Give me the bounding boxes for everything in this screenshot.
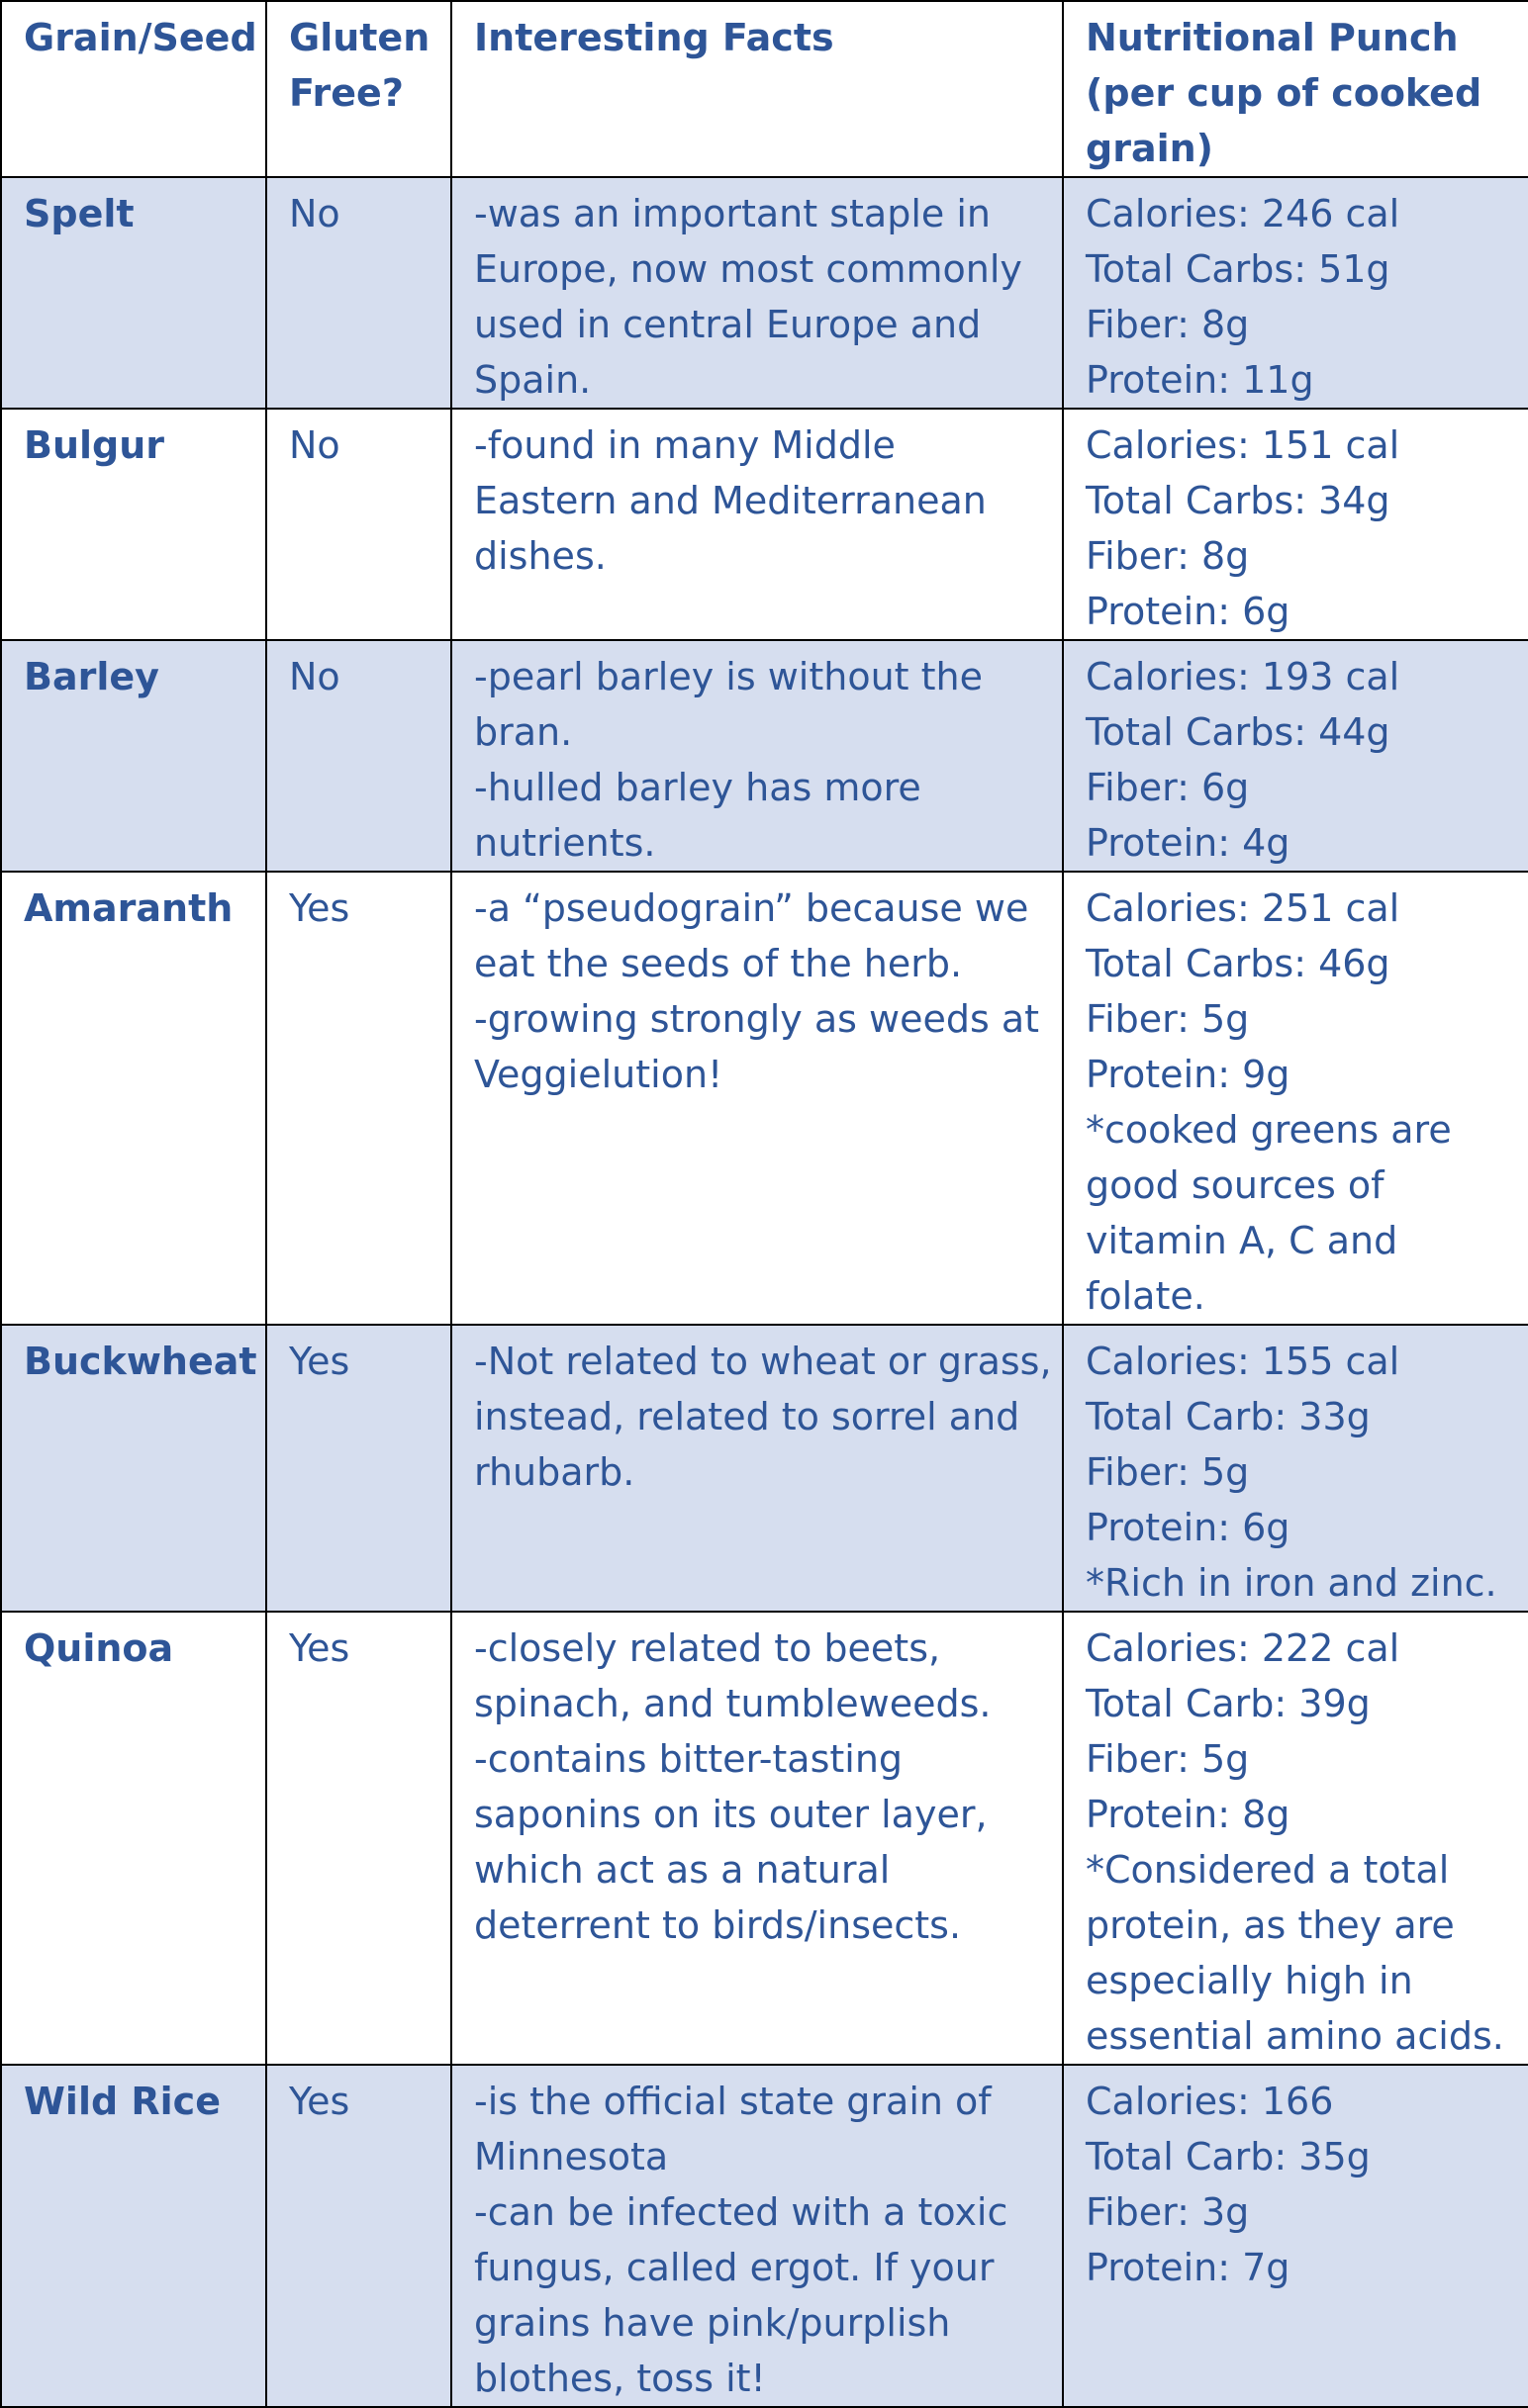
nutrition-line: Protein: 6g	[1086, 590, 1290, 633]
nutrition-line: Fiber: 3g	[1086, 2190, 1250, 2234]
gluten-free-cell	[266, 640, 451, 872]
nutrition-line: *cooked greens are	[1086, 1108, 1452, 1152]
header-nutritional-punch-line: (per cup of cooked	[1086, 71, 1482, 115]
gluten-free-value: No	[289, 423, 340, 467]
fact-line: -was an important staple in	[474, 192, 991, 235]
nutrition-line: Calories: 246 cal	[1086, 192, 1400, 235]
grain-name-cell	[1, 640, 266, 872]
fact-line: -Not related to wheat or grass,	[474, 1340, 1052, 1383]
nutrition-line: Protein: 11g	[1086, 358, 1314, 402]
fact-line: dishes.	[474, 534, 607, 578]
grain-name: Quinoa	[24, 1626, 174, 1670]
nutrition-cell	[1063, 409, 1528, 640]
fact-line: Minnesota	[474, 2135, 669, 2178]
nutrition-cell	[1063, 2065, 1528, 2407]
grain-name-cell	[1, 177, 266, 409]
facts-cell	[451, 2065, 1063, 2407]
fact-line: grains have pink/purplish	[474, 2301, 951, 2345]
header-gluten-free-line: Free?	[289, 71, 404, 115]
header-nutritional-punch	[1063, 1, 1528, 177]
gluten-free-cell	[266, 1612, 451, 2065]
nutrition-line: good sources of	[1086, 1163, 1385, 1207]
gluten-free-cell	[266, 872, 451, 1325]
gluten-free-cell	[266, 2065, 451, 2407]
fact-line: -is the official state grain of	[474, 2080, 992, 2123]
table-row-barley	[1, 640, 1528, 872]
nutrition-cell	[1063, 640, 1528, 872]
facts-cell	[451, 640, 1063, 872]
fact-line: -hulled barley has more	[474, 766, 921, 809]
gluten-free-value: No	[289, 192, 340, 235]
gluten-free-value: Yes	[289, 2080, 350, 2123]
fact-line: saponins on its outer layer,	[474, 1793, 988, 1836]
nutrition-line: *Considered a total	[1086, 1848, 1450, 1892]
fact-line: Europe, now most commonly	[474, 247, 1022, 291]
gluten-free-cell	[266, 409, 451, 640]
header-nutritional-punch-line: Nutritional Punch	[1086, 16, 1459, 59]
nutrition-line: Protein: 9g	[1086, 1053, 1290, 1096]
nutrition-line: *Rich in iron and zinc.	[1086, 1561, 1497, 1605]
grain-name: Amaranth	[24, 886, 234, 930]
fact-line: -closely related to beets,	[474, 1626, 941, 1670]
facts-cell	[451, 1612, 1063, 2065]
nutrition-line: Calories: 151 cal	[1086, 423, 1400, 467]
fact-line: Eastern and Mediterranean	[474, 479, 987, 522]
nutrition-line: especially high in	[1086, 1959, 1413, 2002]
nutrition-line: Total Carbs: 51g	[1086, 247, 1390, 291]
fact-line: -growing strongly as weeds at	[474, 997, 1040, 1041]
grain-name: Bulgur	[24, 423, 165, 467]
grain-name: Spelt	[24, 192, 135, 235]
grain-name: Buckwheat	[24, 1340, 257, 1383]
fact-line: nutrients.	[474, 821, 656, 865]
header-grain-seed	[1, 1, 266, 177]
table-row-buckwheat	[1, 1325, 1528, 1612]
grain-name-cell	[1, 1325, 266, 1612]
fact-line: -a “pseudograin” because we	[474, 886, 1029, 930]
fact-line: fungus, called ergot. If your	[474, 2246, 995, 2289]
fact-line: deterrent to birds/insects.	[474, 1903, 962, 1947]
fact-line: used in central Europe and	[474, 303, 982, 346]
fact-line: eat the seeds of the herb.	[474, 942, 963, 985]
fact-line: instead, related to sorrel and	[474, 1395, 1020, 1438]
gluten-free-value: Yes	[289, 1340, 350, 1383]
fact-line: blothes, toss it!	[474, 2357, 766, 2400]
header-gluten-free	[266, 1, 451, 177]
fact-line: which act as a natural	[474, 1848, 891, 1892]
nutrition-line: Protein: 7g	[1086, 2246, 1290, 2289]
grain-name-cell	[1, 872, 266, 1325]
nutrition-line: Fiber: 5g	[1086, 1737, 1250, 1781]
nutrition-line: Fiber: 8g	[1086, 534, 1250, 578]
nutrition-line: vitamin A, C and	[1086, 1219, 1398, 1262]
nutrition-line: folate.	[1086, 1274, 1205, 1318]
facts-cell	[451, 872, 1063, 1325]
fact-line: -pearl barley is without the	[474, 655, 984, 698]
header-interesting-facts-text: Interesting Facts	[474, 16, 834, 59]
nutrition-line: Total Carbs: 46g	[1086, 942, 1390, 985]
nutrition-cell	[1063, 872, 1528, 1325]
grain-name: Barley	[24, 655, 159, 698]
nutrition-line: Calories: 222 cal	[1086, 1626, 1400, 1670]
table-row-amaranth	[1, 872, 1528, 1325]
nutrition-line: Calories: 155 cal	[1086, 1340, 1400, 1383]
nutrition-line: Total Carbs: 34g	[1086, 479, 1390, 522]
fact-line: Veggielution!	[474, 1053, 723, 1096]
table-row-wild-rice	[1, 2065, 1528, 2407]
nutrition-line: Total Carb: 39g	[1086, 1682, 1371, 1725]
nutrition-cell	[1063, 177, 1528, 409]
grain-name-cell	[1, 1612, 266, 2065]
table-header-row	[1, 1, 1528, 177]
table-row-quinoa	[1, 1612, 1528, 2065]
facts-cell	[451, 177, 1063, 409]
nutrition-line: Protein: 6g	[1086, 1506, 1290, 1549]
nutrition-line: protein, as they are	[1086, 1903, 1455, 1947]
gluten-free-value: Yes	[289, 1626, 350, 1670]
nutrition-cell	[1063, 1612, 1528, 2065]
nutrition-line: Calories: 166	[1086, 2080, 1334, 2123]
facts-cell	[451, 409, 1063, 640]
grain-name-cell	[1, 409, 266, 640]
gluten-free-cell	[266, 1325, 451, 1612]
header-grain-seed-text: Grain/Seed	[24, 16, 257, 59]
nutrition-line: Fiber: 8g	[1086, 303, 1250, 346]
nutrition-line: Total Carb: 33g	[1086, 1395, 1371, 1438]
gluten-free-cell	[266, 177, 451, 409]
nutrition-line: Protein: 8g	[1086, 1793, 1290, 1836]
nutrition-line: Fiber: 5g	[1086, 1450, 1250, 1494]
fact-line: -found in many Middle	[474, 423, 896, 467]
table-row-spelt	[1, 177, 1528, 409]
nutrition-cell	[1063, 1325, 1528, 1612]
fact-line: bran.	[474, 710, 573, 754]
grain-name-cell	[1, 2065, 266, 2407]
fact-line: Spain.	[474, 358, 592, 402]
fact-line: -can be infected with a toxic	[474, 2190, 1008, 2234]
nutrition-line: Protein: 4g	[1086, 821, 1290, 865]
gluten-free-value: No	[289, 655, 340, 698]
nutrition-line: Total Carb: 35g	[1086, 2135, 1371, 2178]
nutrition-line: Fiber: 5g	[1086, 997, 1250, 1041]
nutrition-line: Calories: 251 cal	[1086, 886, 1400, 930]
table-row-bulgur	[1, 409, 1528, 640]
nutrition-line: Total Carbs: 44g	[1086, 710, 1390, 754]
facts-cell	[451, 1325, 1063, 1612]
nutrition-line: Fiber: 6g	[1086, 766, 1250, 809]
header-gluten-free-line: Gluten	[289, 16, 430, 59]
gluten-free-value: Yes	[289, 886, 350, 930]
fact-line: rhubarb.	[474, 1450, 635, 1494]
header-interesting-facts	[451, 1, 1063, 177]
header-nutritional-punch-line: grain)	[1086, 127, 1214, 170]
nutrition-line: Calories: 193 cal	[1086, 655, 1400, 698]
nutrition-line: essential amino acids.	[1086, 2014, 1504, 2058]
fact-line: spinach, and tumbleweeds.	[474, 1682, 992, 1725]
fact-line: -contains bitter-tasting	[474, 1737, 904, 1781]
grain-name: Wild Rice	[24, 2080, 221, 2123]
